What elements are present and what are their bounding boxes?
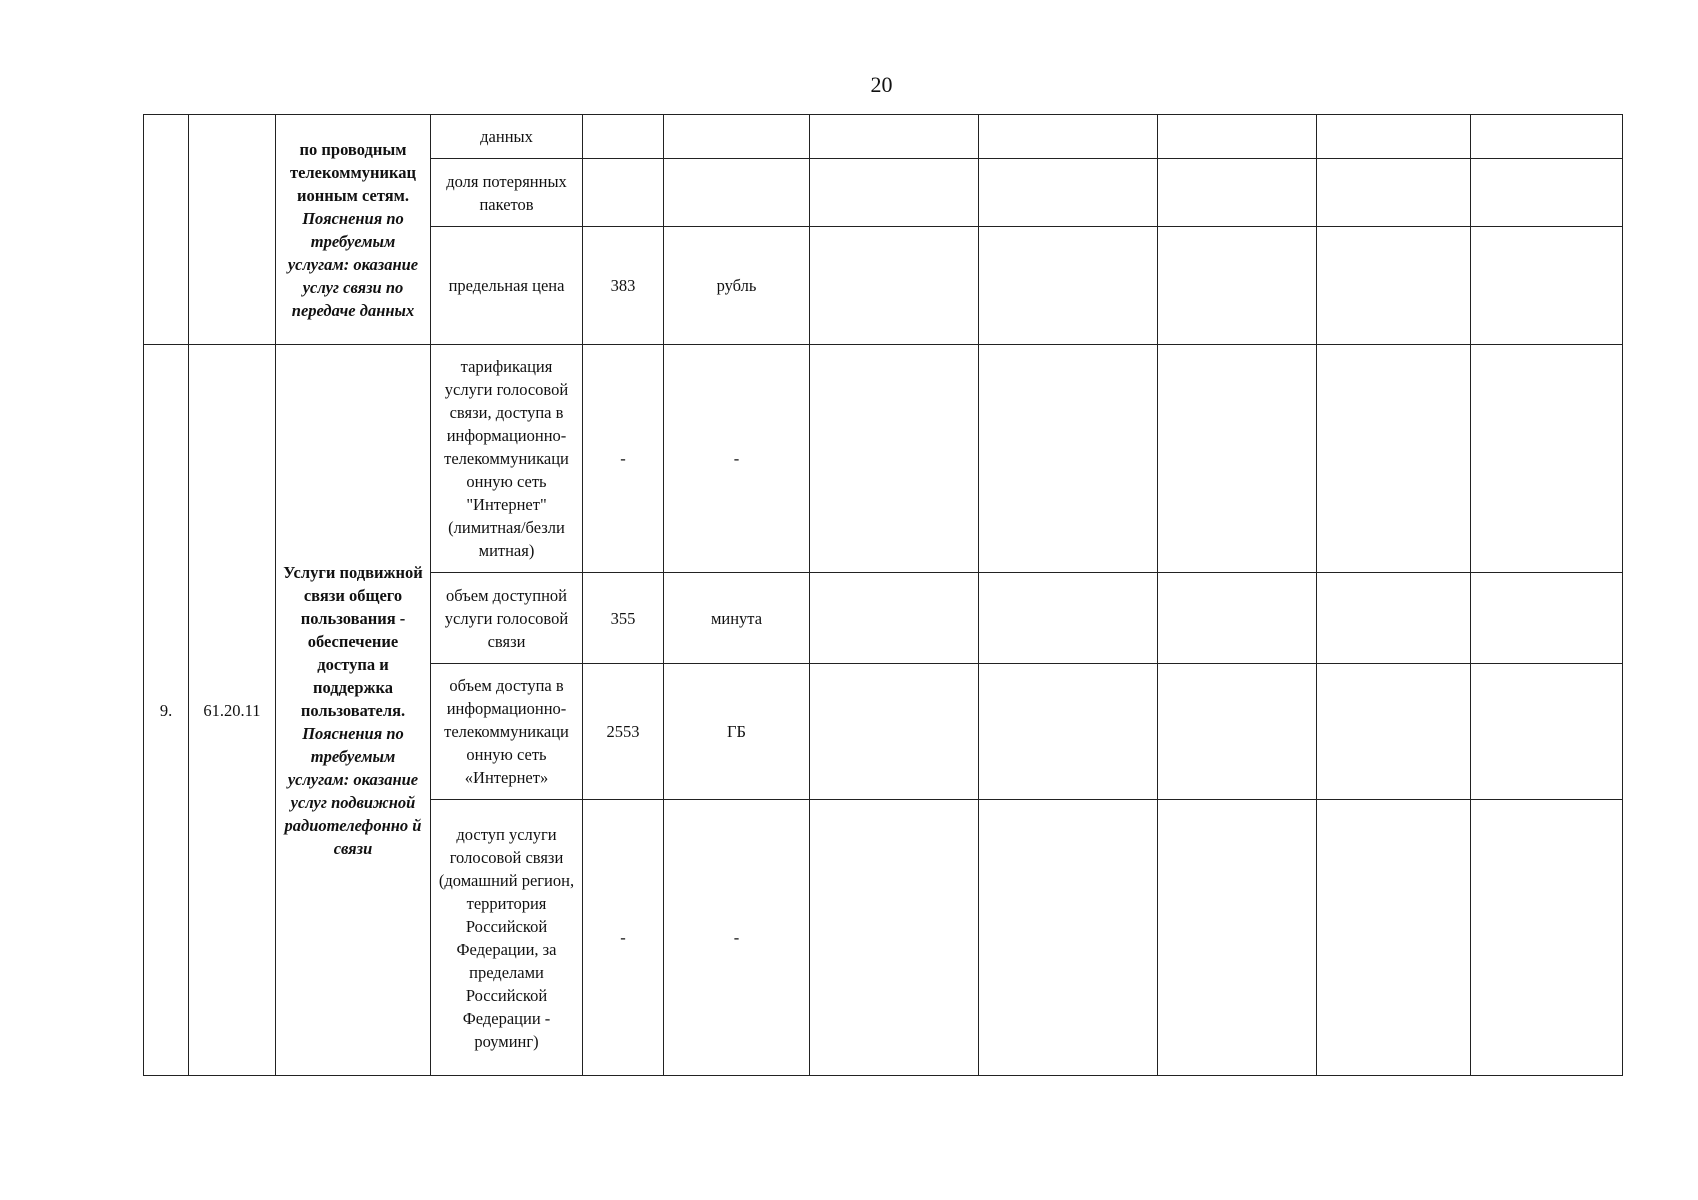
okpd-code-cell — [189, 115, 276, 345]
empty-cell — [979, 664, 1158, 800]
empty-cell — [1317, 800, 1471, 1076]
unit-code-cell — [583, 159, 664, 227]
empty-cell — [1471, 664, 1623, 800]
unit-name-cell — [664, 159, 810, 227]
empty-cell — [810, 664, 979, 800]
unit-name-cell: минута — [664, 573, 810, 664]
empty-cell — [1471, 115, 1623, 159]
empty-cell — [810, 573, 979, 664]
empty-cell — [1158, 227, 1317, 345]
page-number: 20 — [870, 72, 893, 97]
empty-cell — [979, 573, 1158, 664]
unit-code-cell — [583, 115, 664, 159]
service-name-cell — [276, 345, 431, 1076]
unit-name-cell: - — [664, 345, 810, 573]
empty-cell — [1158, 573, 1317, 664]
service-explanation: Пояснения по требуемым услугам: оказание услуг подвижной радиотелефонно й связи — [284, 723, 422, 858]
unit-code-cell: 383 — [583, 227, 664, 345]
empty-cell — [1471, 345, 1623, 573]
row-number-cell: 9. — [144, 345, 189, 1076]
empty-cell — [979, 115, 1158, 159]
empty-cell — [979, 227, 1158, 345]
characteristic-cell: тарификация услуги голосовой связи, доступа в информационно-телекоммуникаци онную сеть "Интернет" (лимитная/безли митная) — [431, 345, 583, 573]
unit-name-cell: ГБ — [664, 664, 810, 800]
unit-code-cell: - — [583, 800, 664, 1076]
empty-cell — [1158, 664, 1317, 800]
characteristic-cell: предельная цена — [431, 227, 583, 345]
empty-cell — [1317, 664, 1471, 800]
service-name: по проводным телекоммуникац ионным сетям. — [290, 139, 416, 205]
empty-cell — [979, 800, 1158, 1076]
services-table — [143, 114, 1623, 1076]
empty-cell — [810, 227, 979, 345]
row-number-cell — [144, 115, 189, 345]
service-name: Услуги подвижной связи общего пользования - обеспечение доступа и поддержка пользователя. — [283, 562, 423, 720]
empty-cell — [1317, 573, 1471, 664]
empty-cell — [810, 115, 979, 159]
empty-cell — [1158, 115, 1317, 159]
service-explanation: Пояснения по требуемым услугам: оказание услуг связи по передаче данных — [287, 208, 419, 320]
empty-cell — [1317, 345, 1471, 573]
empty-cell — [979, 159, 1158, 227]
empty-cell — [1471, 227, 1623, 345]
empty-cell — [1471, 159, 1623, 227]
characteristic-cell: объем доступной услуги голосовой связи — [431, 573, 583, 664]
unit-code-cell: 2553 — [583, 664, 664, 800]
unit-name-cell: - — [664, 800, 810, 1076]
characteristic-cell: доступ услуги голосовой связи (домашний регион, территория Российской Федерации, за пределами Российской Федерации - роуминг) — [431, 800, 583, 1076]
empty-cell — [810, 345, 979, 573]
unit-name-cell — [664, 115, 810, 159]
empty-cell — [1471, 573, 1623, 664]
empty-cell — [1158, 345, 1317, 573]
table-row — [144, 115, 1623, 159]
empty-cell — [1471, 800, 1623, 1076]
empty-cell — [1317, 227, 1471, 345]
empty-cell — [1317, 159, 1471, 227]
empty-cell — [810, 159, 979, 227]
characteristic-cell: объем доступа в информационно-телекоммуникаци онную сеть «Интернет» — [431, 664, 583, 800]
unit-code-cell: 355 — [583, 573, 664, 664]
characteristic-cell: доля потерянных пакетов — [431, 159, 583, 227]
empty-cell — [810, 800, 979, 1076]
unit-code-cell: - — [583, 345, 664, 573]
empty-cell — [1317, 115, 1471, 159]
empty-cell — [979, 345, 1158, 573]
characteristic-cell: данных — [431, 115, 583, 159]
empty-cell — [1158, 159, 1317, 227]
empty-cell — [1158, 800, 1317, 1076]
unit-name-cell: рубль — [664, 227, 810, 345]
service-name-cell — [276, 115, 431, 345]
okpd-code-cell: 61.20.11 — [189, 345, 276, 1076]
table-row — [144, 345, 1623, 573]
